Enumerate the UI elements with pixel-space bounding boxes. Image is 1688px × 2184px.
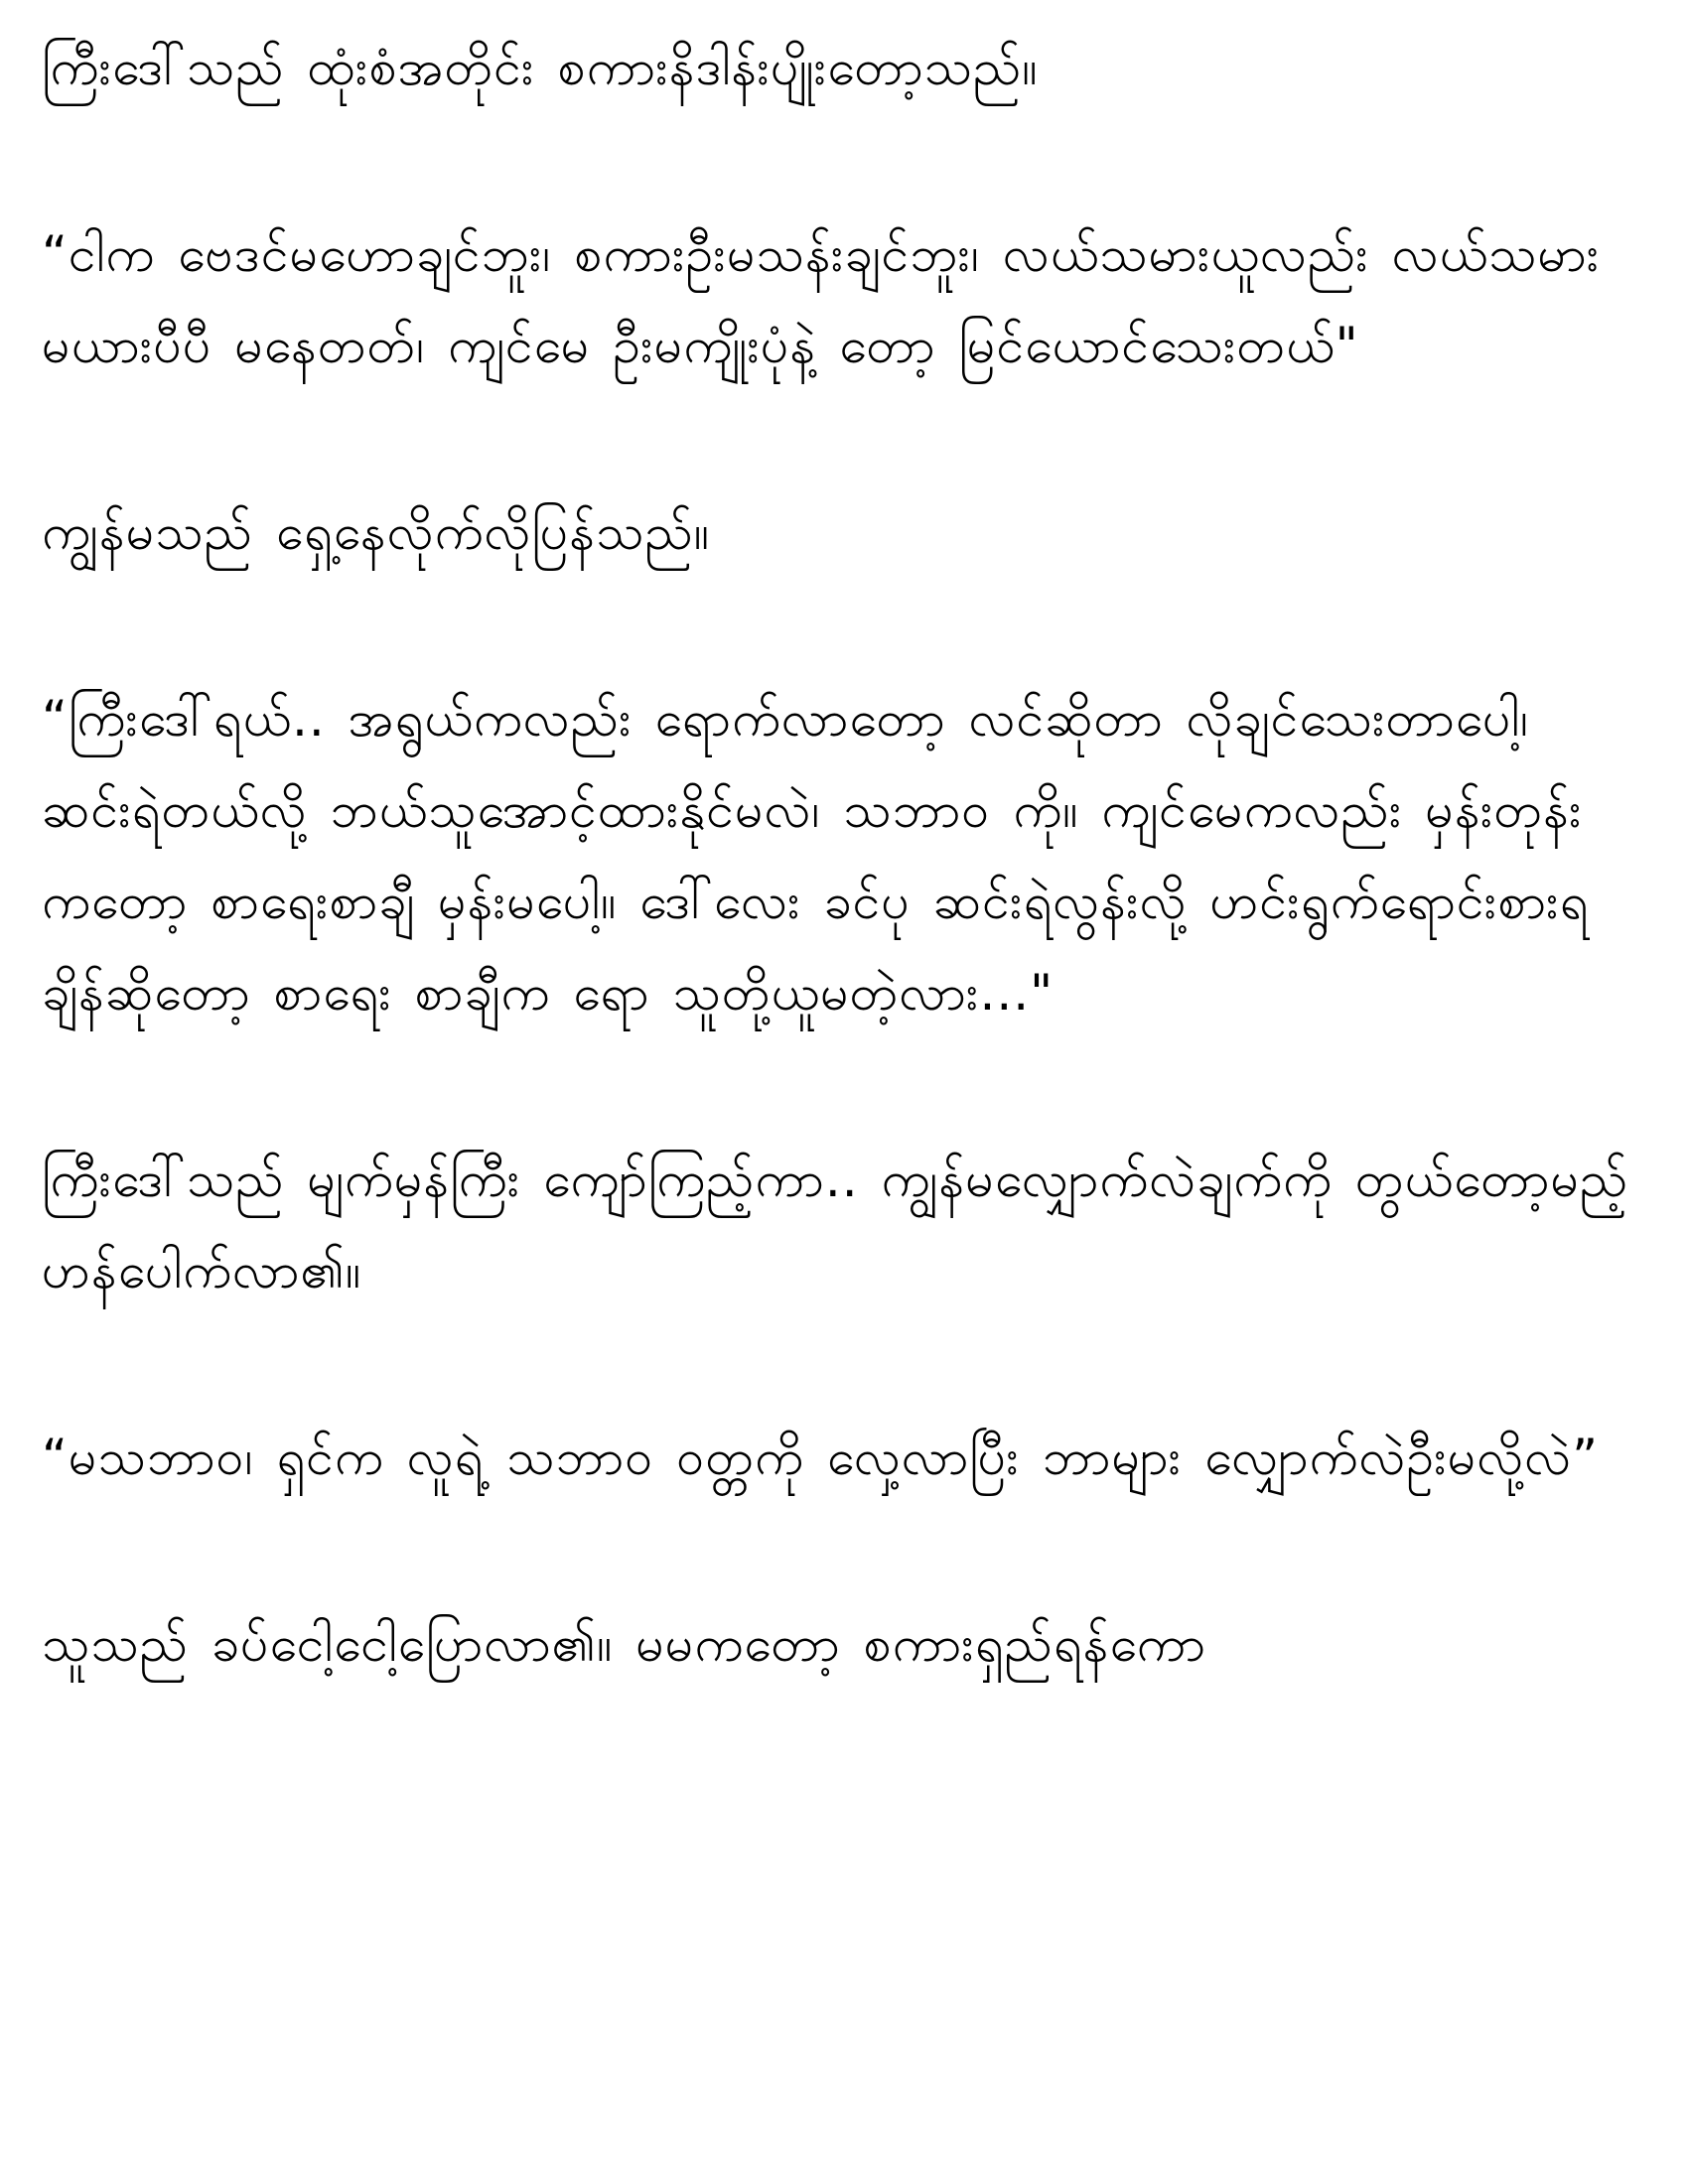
document-page xyxy=(42,22,1650,1690)
paragraph-1: ကြီးဒေါ်သည် ထုံးစံအတိုင်း စကားနိဒါန်းပျိုးတော့သည်။ xyxy=(42,39,1039,96)
paragraph-2: “ငါက ဗေဒင်မဟောချင်ဘူး၊ စကားဦးမသန်းချင်ဘူး၊ လယ်သမားယူလည်း လယ်သမားမယားပီပီ မနေတတ်၊ ကျင်မေ ဦးမကျိုးပုံနဲ့ တော့ မြင်ယောင်သေးတယ်" xyxy=(42,225,1601,374)
paragraph-5: ကြီးဒေါ်သည် မျက်မှန်ကြီး ကျော်ကြည့်ကာ.. ကျွန်မလျှောက်လဲချက်ကို တွယ်တော့မည့် ဟန်ပေါက်လာ၏။ xyxy=(42,1151,1629,1299)
paragraph-7: သူသည် ခပ်ငေါ့ငေါ့ပြောလာ၏။ မမကတော့ စကားရှည်ရန်ကော xyxy=(42,1615,1207,1673)
paragraph-gap xyxy=(42,578,1650,673)
paragraph-6: “မသဘာ၀၊ ရှင်က လူရဲ့ သဘာ၀ ဝတ္တကို လှေ့လာပြီး ဘာများ လျှောက်လဲဦးမလို့လဲ” xyxy=(42,1429,1599,1486)
paragraph-4: “ကြီးဒေါ်ရယ်.. အရွယ်ကလည်း ရောက်လာတော့ လင်ဆိုတာ လိုချင်သေးတာပေါ့၊ ဆင်းရဲတယ်လို့ ဘယ်သူအောင့်ထားနိုင်မလဲ၊ သဘာ၀ ကို။ ကျင်မေကလည်း မှန်းတုန်းကတော့ စာရေးစာချီ မှန်းမပေါ့။ ဒေါ်လေး ခင်ပု ဆင်းရဲလွန်းလို့ ဟင်းရွက်ရောင်းစားရချိန်ဆိုတော့ စာရေး စာချီက ရော သူတို့ယူမတဲ့လား..." xyxy=(42,690,1590,1022)
paragraph-gap xyxy=(42,113,1650,208)
paragraph-gap xyxy=(42,391,1650,486)
paragraph-gap xyxy=(42,1316,1650,1412)
paragraph-gap xyxy=(42,1503,1650,1598)
paragraph-gap xyxy=(42,1038,1650,1134)
paragraph-3: ကျွန်မသည် ရှေ့နေလိုက်လိုပြန်သည်။ xyxy=(42,503,711,561)
